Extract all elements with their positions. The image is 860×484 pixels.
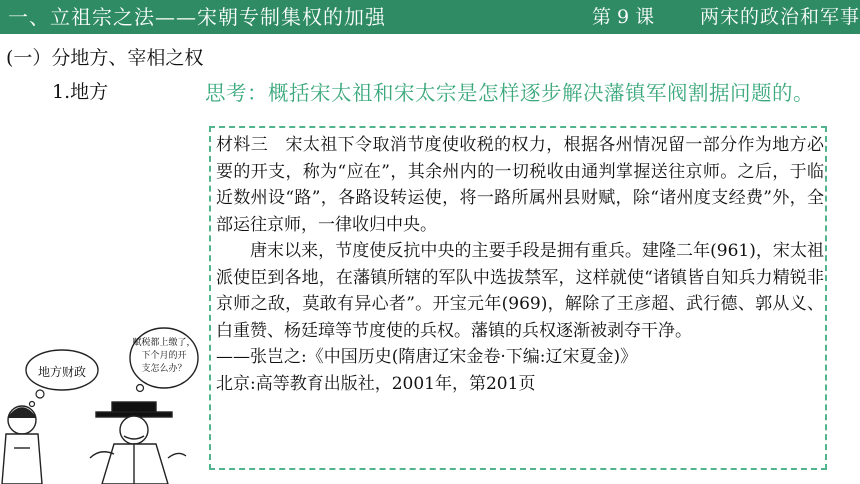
material-publisher: 北京:高等教育出版社，2001年，第201页: [216, 373, 536, 394]
child-figure: [2, 406, 42, 484]
thought-bubble-left: [26, 350, 98, 407]
bubble-left-text: 地方财政: [37, 365, 87, 379]
material-text: [216, 132, 824, 397]
lesson-number: 第 9 课: [592, 6, 655, 28]
official-figure: [90, 402, 186, 484]
sub-heading: 1.地方: [52, 81, 109, 103]
lesson-subject: 两宋的政治和军事: [700, 6, 860, 28]
bubble-right-line3: 支怎么办？: [141, 364, 187, 374]
page-title: 一、立祖宗之法——宋朝专制集权的加强: [8, 5, 386, 29]
thought-bubble-right: [130, 328, 198, 392]
material-paragraph-1: 材料三 宋太祖下令取消节度使收税的权力，根据各州情况留一部分作为地方必要的开支，称为“应在”，其余州内的一切税收由通判掌握送往京师。之后，于临近数州设“路”，各路设转运使，将一路所属州县财赋，除“诸州度支经费”外，全部运往京师，一律收归中央。: [216, 135, 824, 235]
cartoon-illustration: [0, 318, 212, 484]
material-citation: ——张岂之:《中国历史(隋唐辽宋金卷·下编:辽宋夏金)》: [216, 347, 638, 367]
thinking-prompt: 思考：概括宋太祖和宋太宗是怎样逐步解决藩镇军阀割据问题的。: [205, 81, 814, 105]
material-paragraph-2: 唐末以来，节度使反抗中央的主要手段是拥有重兵。建隆二年(961)，宋太祖派使臣到各地，在藩镇所辖的军队中选拔禁军，这样就使“诸镇皆自知兵力精锐非京师之敌，莫敢有异心者”。开宝元年(969)，解除了王彦超、武行德、郭从义、白重赞、杨廷璋等节度使的兵权。藩镇的兵权逐渐被剥夺干净。: [216, 241, 824, 341]
bubble-right-line2: 下个月的开: [141, 351, 187, 361]
bubble-right-line1: 赋税都上缴了，: [132, 338, 196, 348]
section-heading: (一）分地方、宰相之权: [6, 47, 204, 69]
header-bar: [0, 0, 860, 34]
